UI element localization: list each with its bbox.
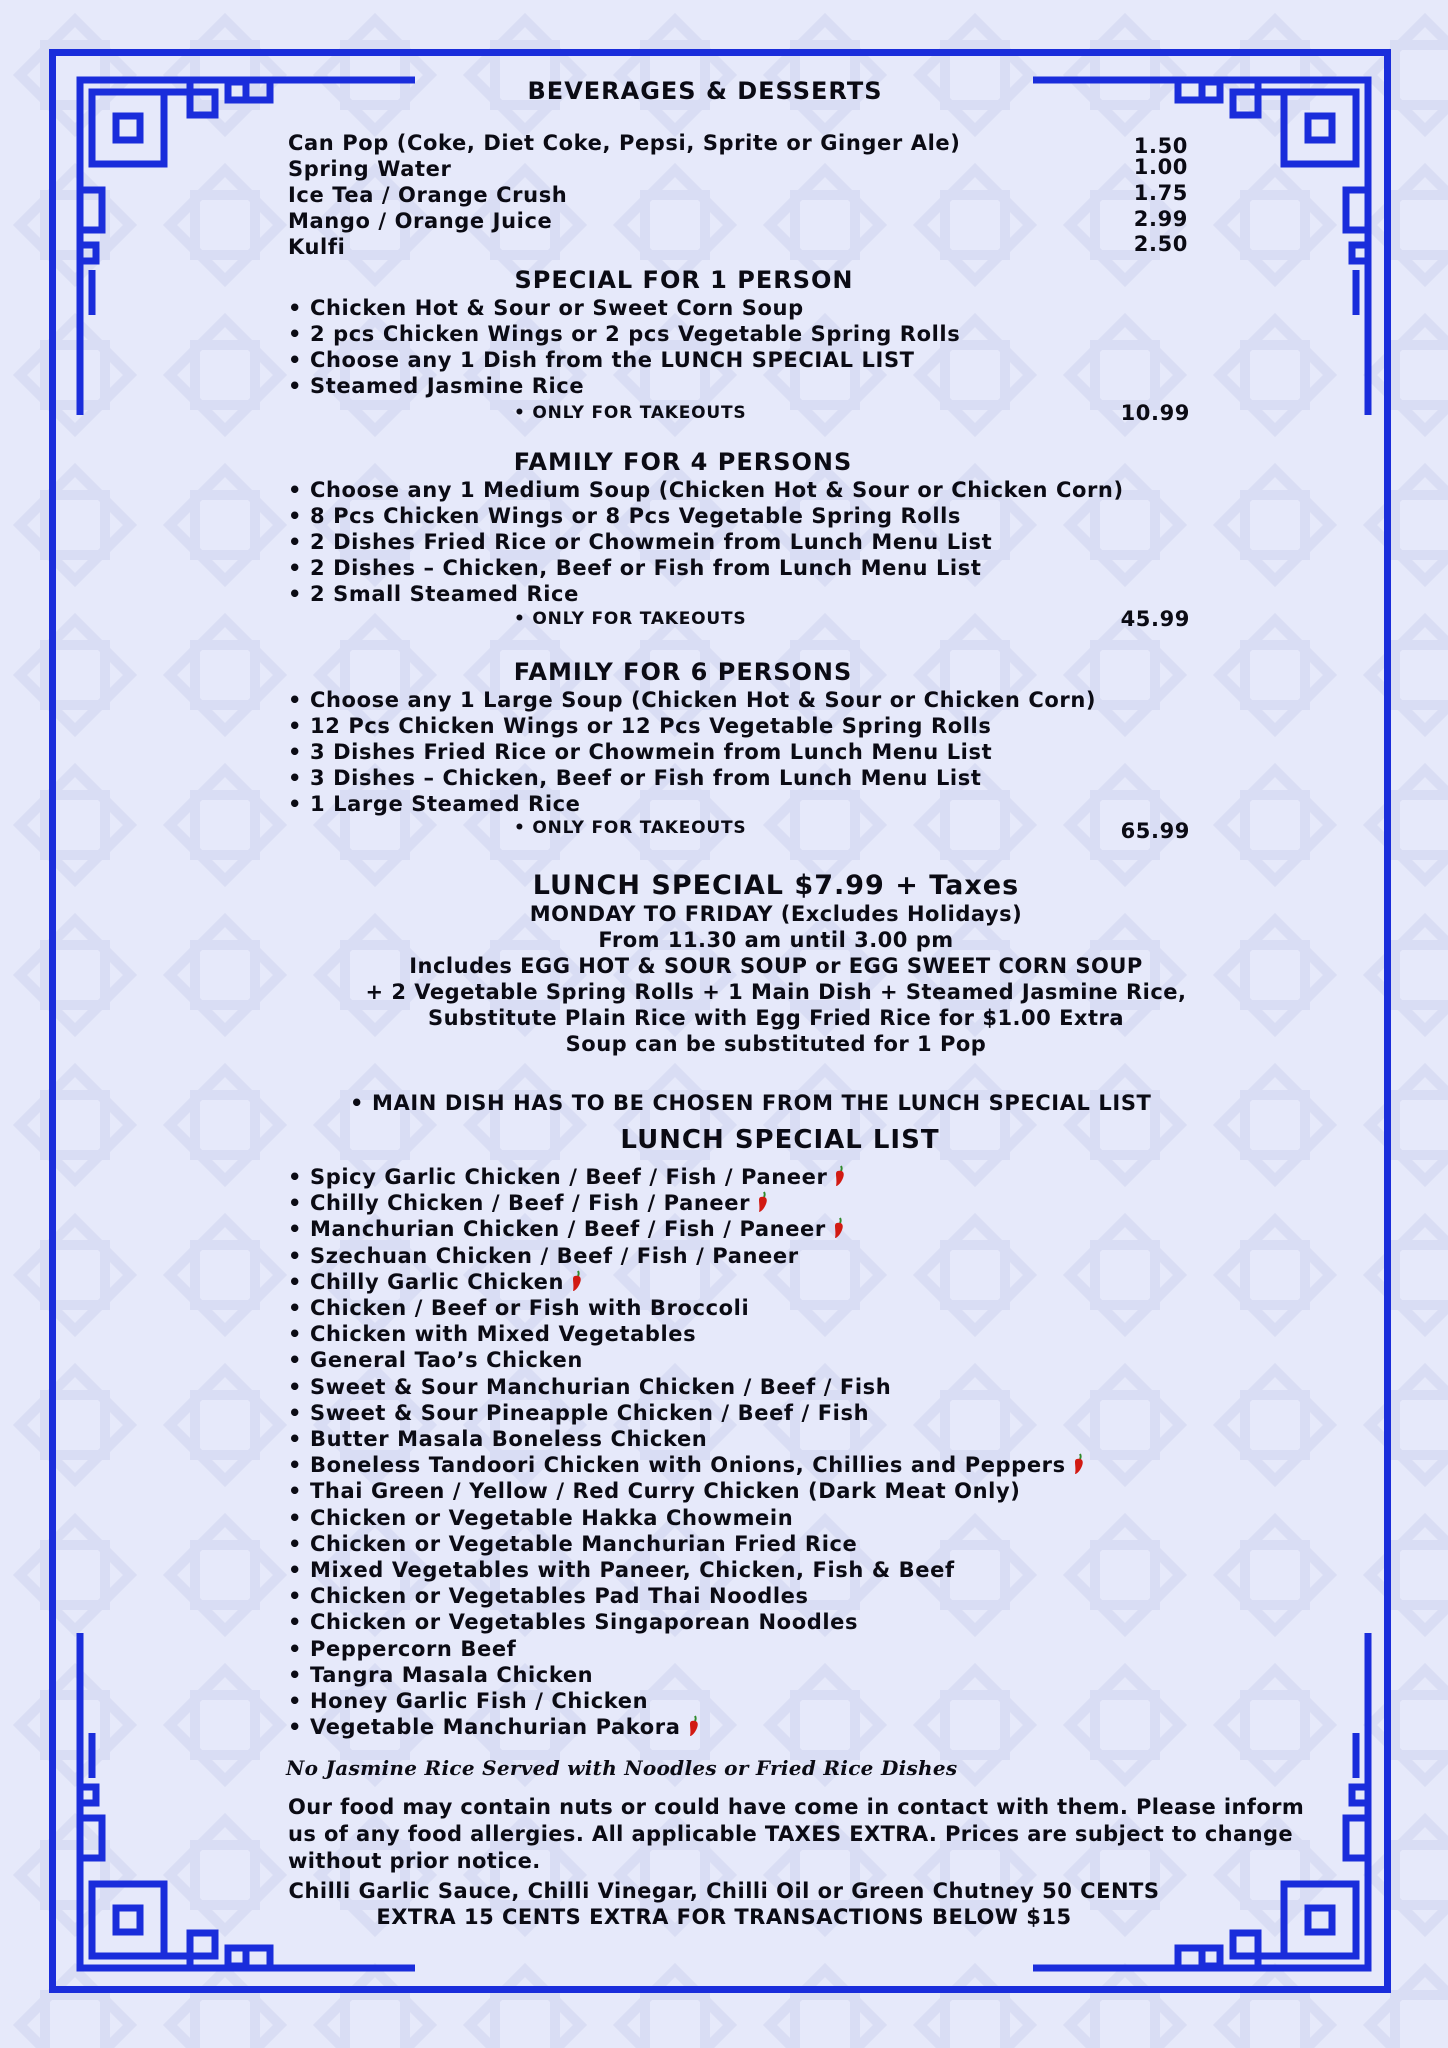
beverage-price: 1.00 xyxy=(1133,155,1188,179)
lunch-list-item: • Boneless Tandoori Chicken with Onions, Chillies and Peppers xyxy=(288,1453,1086,1477)
lunch-list-item: • Butter Masala Boneless Chicken xyxy=(288,1427,708,1451)
lunch-list-item-label: Boneless Tandoori Chicken with Onions, Chillies and Peppers xyxy=(310,1453,1066,1478)
lunch-list-item: • Chilly Chicken / Beef / Fish / Paneer xyxy=(288,1191,770,1215)
lunch-list-item-label: General Tao’s Chicken xyxy=(310,1348,583,1373)
chili-pepper-icon xyxy=(756,1191,770,1213)
family-four-item: • 2 Small Steamed Rice xyxy=(288,582,579,606)
lunch-list-item: • Honey Garlic Fish / Chicken xyxy=(288,1689,649,1713)
lunch-list-item: • Tangra Masala Chicken xyxy=(288,1662,594,1687)
rice-note: No Jasmine Rice Served with Noodles or Fried Rice Dishes xyxy=(286,1756,958,1780)
family-six-item: • Choose any 1 Large Soup (Chicken Hot & Sour or Chicken Corn) xyxy=(288,688,1097,712)
lunch-list-item-label: Chicken with Mixed Vegetables xyxy=(310,1322,697,1347)
family-four-title: FAMILY FOR 4 PERSONS xyxy=(513,448,853,476)
lunch-list-item: • Vegetable Manchurian Pakora xyxy=(288,1715,701,1739)
lunch-list-item-label: Sweet & Sour Manchurian Chicken / Beef / Fish xyxy=(310,1374,892,1399)
lunch-list-item: • Chicken or Vegetable Manchurian Fried Rice xyxy=(288,1531,858,1556)
main-dish-note: • MAIN DISH HAS TO BE CHOSEN FROM THE LUNCH SPECIAL LIST xyxy=(350,1091,1152,1115)
lunch-list-item-label: Spicy Garlic Chicken / Beef / Fish / Paneer xyxy=(310,1165,828,1189)
beverage-item: Ice Tea / Orange Crush xyxy=(288,183,568,207)
lunch-list-item: • Spicy Garlic Chicken / Beef / Fish / Paneer xyxy=(288,1165,847,1189)
lunch-list-item-label: Chilly Garlic Chicken xyxy=(310,1269,565,1294)
takeout-note: • ONLY FOR TAKEOUTS xyxy=(514,609,747,629)
family-four-item: • 2 Dishes – Chicken, Beef or Fish from Lunch Menu List xyxy=(288,556,982,580)
lunch-special-line: From 11.30 am until 3.00 pm xyxy=(598,928,954,952)
lunch-list-item-label: Mixed Vegetables with Paneer, Chicken, Fish & Beef xyxy=(310,1558,955,1582)
special-one-title: SPECIAL FOR 1 PERSON xyxy=(514,266,854,294)
transaction-line: EXTRA 15 CENTS EXTRA FOR TRANSACTIONS BELOW $15 xyxy=(376,1905,1072,1929)
lunch-list-item-label: Tangra Masala Chicken xyxy=(310,1662,594,1687)
special-one-price: 10.99 xyxy=(1120,401,1190,425)
lunch-list-item-label: Honey Garlic Fish / Chicken xyxy=(310,1689,649,1713)
lunch-list-item: • Mixed Vegetables with Paneer, Chicken, Fish & Beef xyxy=(288,1558,955,1582)
lunch-list-item: • General Tao’s Chicken xyxy=(288,1348,583,1373)
lunch-list-item: • Peppercorn Beef xyxy=(288,1636,517,1661)
lunch-special-line: Substitute Plain Rice with Egg Fried Rice for $1.00 Extra xyxy=(427,1006,1125,1030)
lunch-list-item-label: Chicken or Vegetables Singaporean Noodles xyxy=(310,1610,859,1635)
beverages-title: BEVERAGES & DESSERTS xyxy=(527,77,883,105)
allergy-disclaimer: Our food may contain nuts or could have come in contact with them. Please inform us of any food allergies. All applicable TAXES EXTRA. Prices are subject to change without prior notice. xyxy=(288,1795,1305,1873)
beverage-item: Kulfi xyxy=(288,235,346,259)
lunch-list-item-label: Chicken or Vegetable Hakka Chowmein xyxy=(310,1505,794,1530)
lunch-list-item: • Chicken or Vegetable Hakka Chowmein xyxy=(288,1505,794,1530)
lunch-list-item: • Sweet & Sour Manchurian Chicken / Beef / Fish xyxy=(288,1374,892,1399)
sauce-line: Chilli Garlic Sauce, Chilli Vinegar, Chilli Oil or Green Chutney 50 CENTS xyxy=(288,1879,1160,1903)
lunch-special-line: + 2 Vegetable Spring Rolls + 1 Main Dish + Steamed Jasmine Rice, xyxy=(365,980,1187,1004)
family-six-item: • 3 Dishes – Chicken, Beef or Fish from Lunch Menu List xyxy=(288,766,982,790)
lunch-list-item: • Chilly Garlic Chicken xyxy=(288,1270,584,1294)
special-one-item: • 2 pcs Chicken Wings or 2 pcs Vegetable Spring Rolls xyxy=(288,322,961,346)
lunch-special-title: LUNCH SPECIAL $7.99 + Taxes xyxy=(532,870,1020,901)
lunch-list-item: • Chicken or Vegetables Pad Thai Noodles xyxy=(288,1584,809,1609)
lunch-special-line: Includes EGG HOT & SOUR SOUP or EGG SWEET CORN SOUP xyxy=(409,954,1143,978)
lunch-list-item-label: Chilly Chicken / Beef / Fish / Paneer xyxy=(310,1191,751,1216)
lunch-list-item-label: Thai Green / Yellow / Red Curry Chicken (Dark Meat Only) xyxy=(310,1479,1021,1504)
lunch-list-item: • Chicken / Beef or Fish with Broccoli xyxy=(288,1296,750,1320)
family-four-item: • 2 Dishes Fried Rice or Chowmein from Lunch Menu List xyxy=(288,530,993,554)
lunch-list-item-label: Chicken or Vegetable Manchurian Fried Rice xyxy=(310,1531,858,1556)
chili-pepper-icon xyxy=(833,1165,847,1187)
lunch-list-item-label: Manchurian Chicken / Beef / Fish / Paneer xyxy=(310,1217,826,1242)
beverage-item: Mango / Orange Juice xyxy=(288,209,553,233)
lunch-list-item: • Chicken with Mixed Vegetables xyxy=(288,1322,697,1347)
family-four-price: 45.99 xyxy=(1120,607,1190,631)
takeout-note: • ONLY FOR TAKEOUTS xyxy=(514,403,747,423)
family-six-item: • 12 Pcs Chicken Wings or 12 Pcs Vegetable Spring Rolls xyxy=(288,714,992,738)
beverage-price: 2.50 xyxy=(1133,232,1188,256)
chili-pepper-icon xyxy=(687,1715,701,1737)
lunch-list-item-label: Chicken / Beef or Fish with Broccoli xyxy=(310,1296,750,1320)
family-six-item: • 1 Large Steamed Rice xyxy=(288,792,581,816)
special-one-item: • Steamed Jasmine Rice xyxy=(288,374,585,398)
lunch-list-item: • Sweet & Sour Pineapple Chicken / Beef / Fish xyxy=(288,1400,870,1425)
beverage-price: 2.99 xyxy=(1133,207,1188,231)
chili-pepper-icon xyxy=(570,1270,584,1292)
lunch-list-item: • Thai Green / Yellow / Red Curry Chicken (Dark Meat Only) xyxy=(288,1479,1021,1504)
family-six-title: FAMILY FOR 6 PERSONS xyxy=(513,658,853,686)
special-one-item: • Choose any 1 Dish from the LUNCH SPECIAL LIST xyxy=(288,348,915,372)
family-six-item: • 3 Dishes Fried Rice or Chowmein from Lunch Menu List xyxy=(288,740,993,764)
takeout-note: • ONLY FOR TAKEOUTS xyxy=(514,818,747,838)
family-six-price: 65.99 xyxy=(1120,819,1190,843)
lunch-list-item: • Szechuan Chicken / Beef / Fish / Paneer xyxy=(288,1243,799,1268)
lunch-list-item-label: Vegetable Manchurian Pakora xyxy=(310,1715,681,1740)
beverage-item: Spring Water xyxy=(288,157,452,181)
lunch-list-item-label: Chicken or Vegetables Pad Thai Noodles xyxy=(310,1584,809,1609)
beverage-item: Can Pop (Coke, Diet Coke, Pepsi, Sprite or Ginger Ale) xyxy=(288,131,961,155)
lunch-special-line: MONDAY TO FRIDAY (Excludes Holidays) xyxy=(529,902,1023,926)
lunch-list-title: LUNCH SPECIAL LIST xyxy=(620,1125,940,1155)
lunch-list-item-label: Peppercorn Beef xyxy=(310,1636,517,1661)
family-four-item: • 8 Pcs Chicken Wings or 8 Pcs Vegetable Spring Rolls xyxy=(288,504,962,528)
lunch-list-item: • Manchurian Chicken / Beef / Fish / Paneer xyxy=(288,1217,846,1241)
beverage-price: 1.50 xyxy=(1133,134,1188,158)
lunch-list-item-label: Sweet & Sour Pineapple Chicken / Beef / Fish xyxy=(310,1400,870,1425)
chili-pepper-icon xyxy=(1072,1453,1086,1475)
beverage-price: 1.75 xyxy=(1133,181,1188,205)
lunch-list-item: • Chicken or Vegetables Singaporean Noodles xyxy=(288,1610,859,1635)
lunch-list-item-label: Butter Masala Boneless Chicken xyxy=(310,1427,708,1451)
special-one-item: • Chicken Hot & Sour or Sweet Corn Soup xyxy=(288,296,804,320)
lunch-special-line: Soup can be substituted for 1 Pop xyxy=(565,1032,987,1056)
lunch-list-item-label: Szechuan Chicken / Beef / Fish / Paneer xyxy=(310,1243,799,1268)
chili-pepper-icon xyxy=(832,1217,846,1239)
family-four-item: • Choose any 1 Medium Soup (Chicken Hot & Sour or Chicken Corn) xyxy=(288,478,1124,502)
